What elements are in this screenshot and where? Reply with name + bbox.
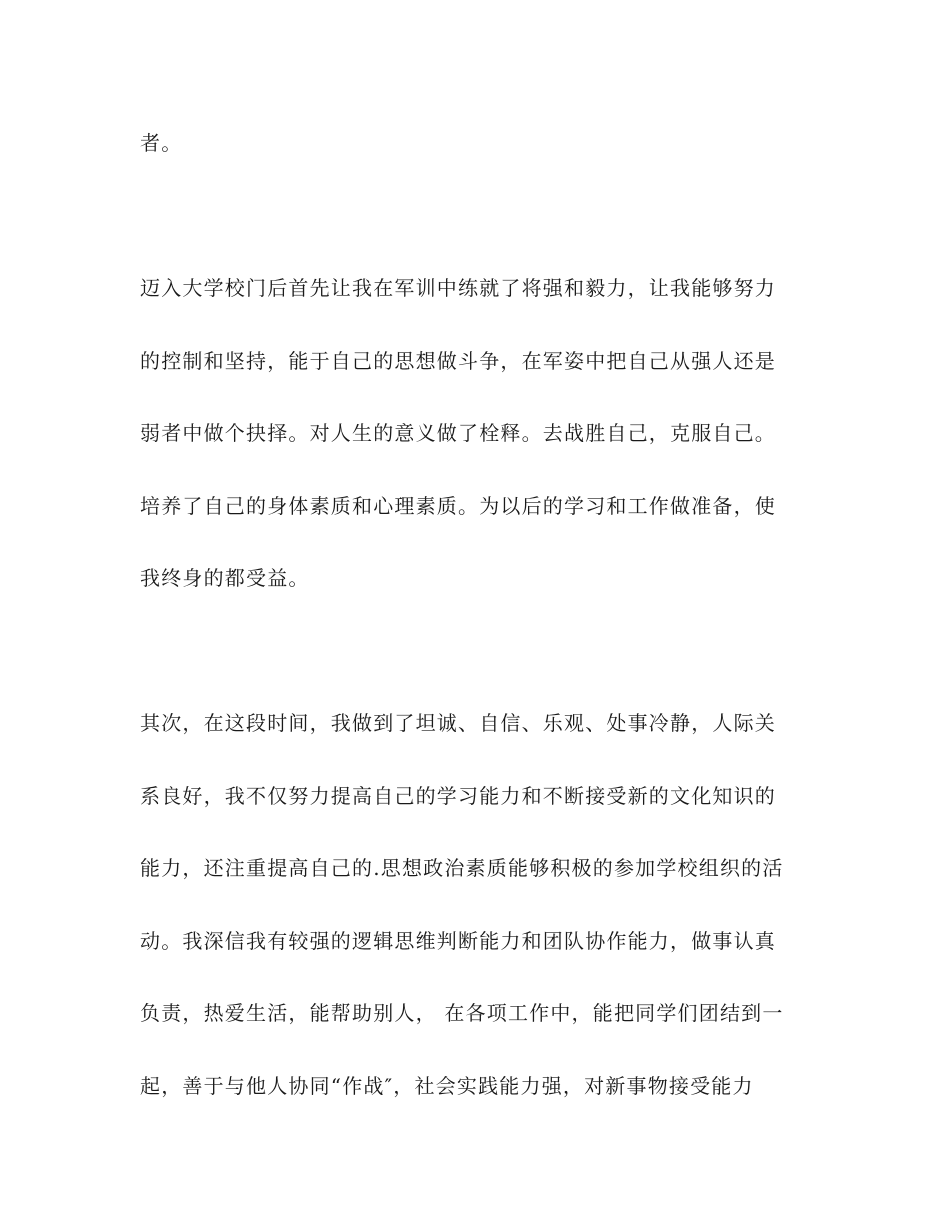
paragraph-3-line-3: 能力，还注重提高自己的.思想政治素质能够积极的参加学校组织的活 xyxy=(140,856,784,880)
paragraph-3-line-2: 系良好，我不仅努力提高自己的学习能力和不断接受新的文化知识的 xyxy=(140,784,776,808)
paragraph-2-line-4: 培养了自己的身体素质和心理素质。为以后的学习和工作做准备，使 xyxy=(140,494,776,518)
paragraph-2-line-1: 迈入大学校门后首先让我在军训中练就了将强和毅力，让我能够努力 xyxy=(140,276,776,300)
paragraph-3-line-1: 其次，在这段时间，我做到了坦诚、自信、乐观、处事冷静，人际关 xyxy=(140,711,776,735)
paragraph-2-line-3: 弱者中做个抉择。对人生的意义做了栓释。去战胜自己，克服自己。 xyxy=(140,421,776,445)
paragraph-3-line-6: 起，善于与他人协同“作战″，社会实践能力强，对新事物接受能力 xyxy=(140,1074,754,1098)
paragraph-2-line-2: 的控制和坚持，能于自己的思想做斗争，在军姿中把自己从强人还是 xyxy=(140,349,776,373)
paragraph-2-line-5: 我终身的都受益。 xyxy=(140,566,310,590)
paragraph-1-line-1: 者。 xyxy=(140,131,183,155)
paragraph-3-line-5: 负责，热爱生活，能帮助别人， 在各项工作中，能把同学们团结到一 xyxy=(140,1001,784,1025)
paragraph-3-line-4: 动。我深信我有较强的逻辑思维判断能力和团队协作能力，做事认真 xyxy=(140,929,776,953)
